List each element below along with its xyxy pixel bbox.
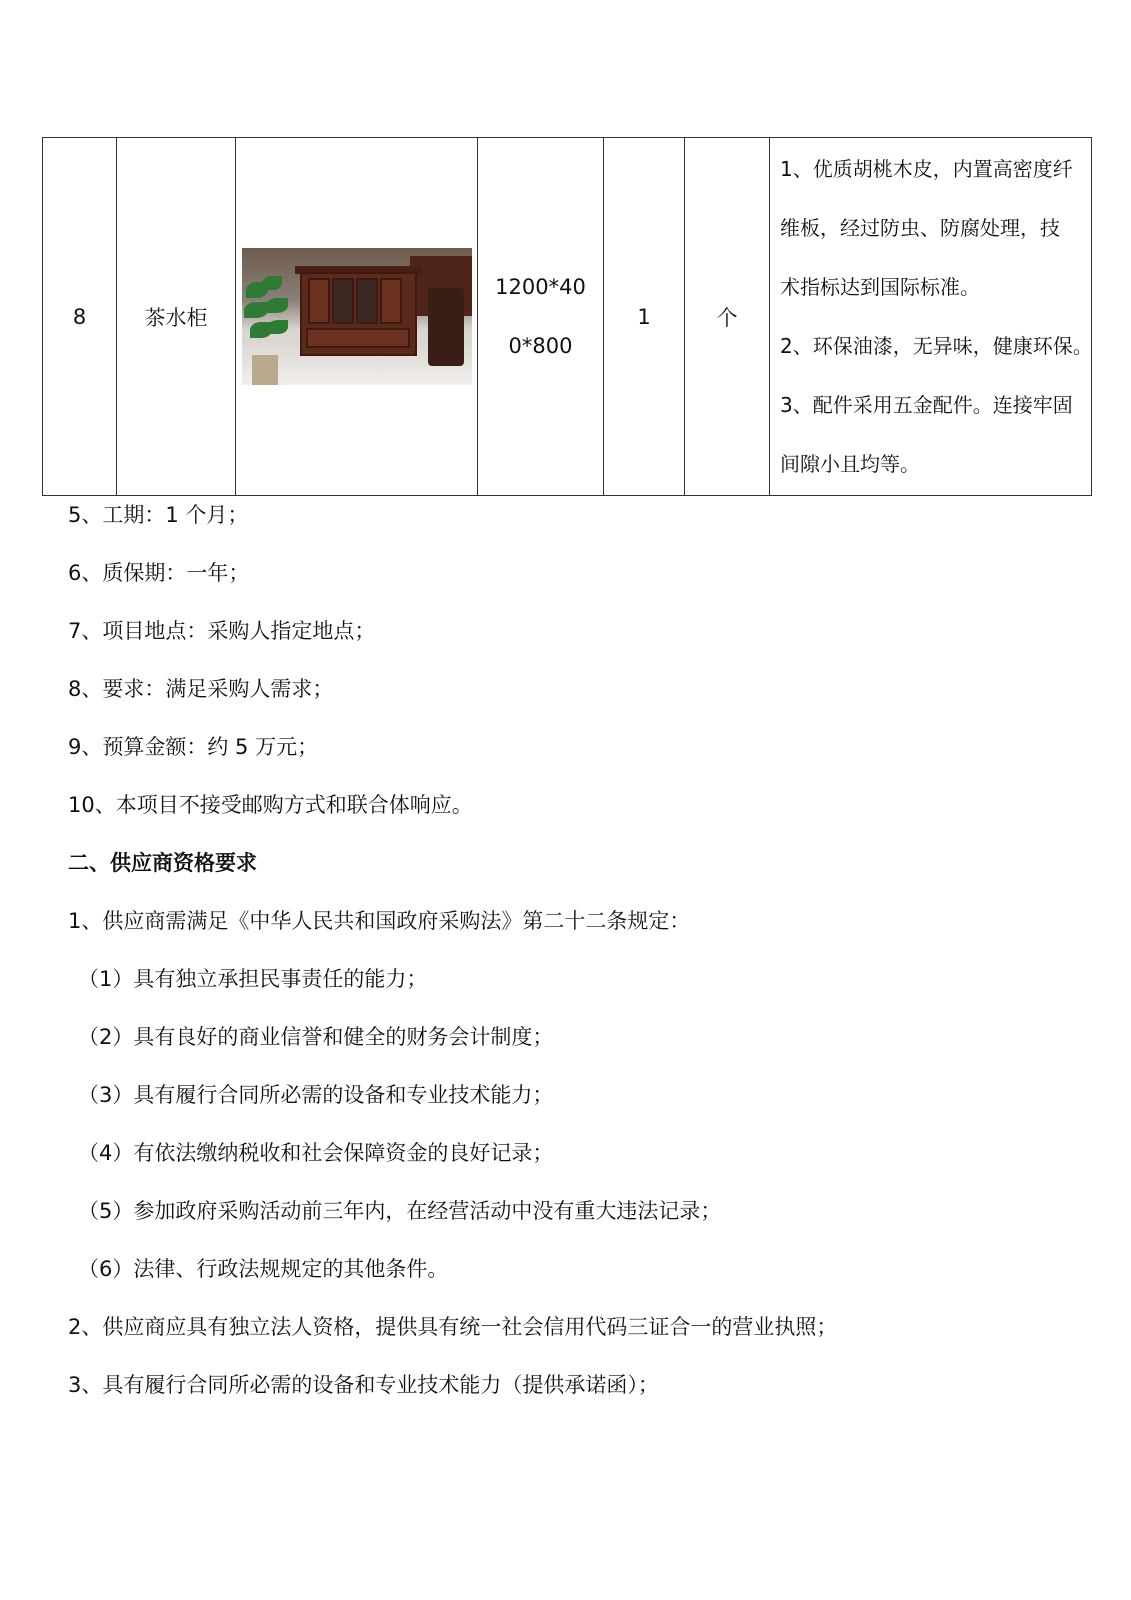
requirement-subitem: （5）参加政府采购活动前三年内，在经营活动中没有重大违法记录； bbox=[78, 1199, 722, 1223]
section-title: 二、供应商资格要求 bbox=[68, 851, 257, 875]
description-line: 1、优质胡桃木皮，内置高密度纤 bbox=[780, 156, 1073, 181]
paragraph-duration: 5、工期：1 个月； bbox=[68, 503, 249, 527]
description-line: 术指标达到国际标准。 bbox=[780, 274, 980, 299]
paragraph-location: 7、项目地点：采购人指定地点； bbox=[68, 619, 376, 643]
description-line: 间隙小且均等。 bbox=[780, 451, 920, 476]
requirement-item-2: 2、供应商应具有独立法人资格，提供具有统一社会信用代码三证合一的营业执照； bbox=[68, 1315, 838, 1339]
table-row bbox=[43, 138, 1092, 496]
item-number-cell: 8 bbox=[43, 138, 117, 496]
paragraph-warranty: 6、质保期：一年； bbox=[68, 561, 250, 585]
item-quantity-cell: 1 bbox=[604, 138, 685, 496]
requirement-subitem: （4）有依法缴纳税收和社会保障资金的良好记录； bbox=[78, 1141, 554, 1165]
requirement-subitem: （2）具有良好的商业信誉和健全的财务会计制度； bbox=[78, 1025, 554, 1049]
requirement-item-1: 1、供应商需满足《中华人民共和国政府采购法》第二十二条规定： bbox=[68, 909, 691, 933]
item-size-cell bbox=[478, 138, 604, 496]
product-spec-table bbox=[42, 137, 1092, 496]
requirement-item-3: 3、具有履行合同所必需的设备和专业技术能力（提供承诺函）； bbox=[68, 1373, 659, 1397]
paragraph-budget: 9、预算金额：约 5 万元； bbox=[68, 735, 319, 759]
item-size-text: 1200*400*800 bbox=[495, 274, 586, 358]
item-description-cell bbox=[770, 138, 1092, 496]
description-line: 3、配件采用五金配件。连接牢固 bbox=[780, 392, 1073, 417]
requirement-subitem: （1）具有独立承担民事责任的能力； bbox=[78, 967, 428, 991]
description-line: 维板，经过防虫、防腐处理，技 bbox=[780, 215, 1060, 240]
item-unit-cell: 个 bbox=[685, 138, 770, 496]
description-line: 2、环保油漆，无异味，健康环保。 bbox=[780, 333, 1093, 358]
paragraph-no-mail-order: 10、本项目不接受邮购方式和联合体响应。 bbox=[68, 793, 473, 817]
tea-cabinet-photo bbox=[242, 248, 472, 385]
requirement-subitem: （3）具有履行合同所必需的设备和专业技术能力； bbox=[78, 1083, 554, 1107]
paragraph-requirement: 8、要求：满足采购人需求； bbox=[68, 677, 334, 701]
requirement-subitem: （6）法律、行政法规规定的其他条件。 bbox=[78, 1257, 449, 1281]
item-name-cell: 茶水柜 bbox=[117, 138, 236, 496]
item-image-cell bbox=[236, 138, 478, 496]
